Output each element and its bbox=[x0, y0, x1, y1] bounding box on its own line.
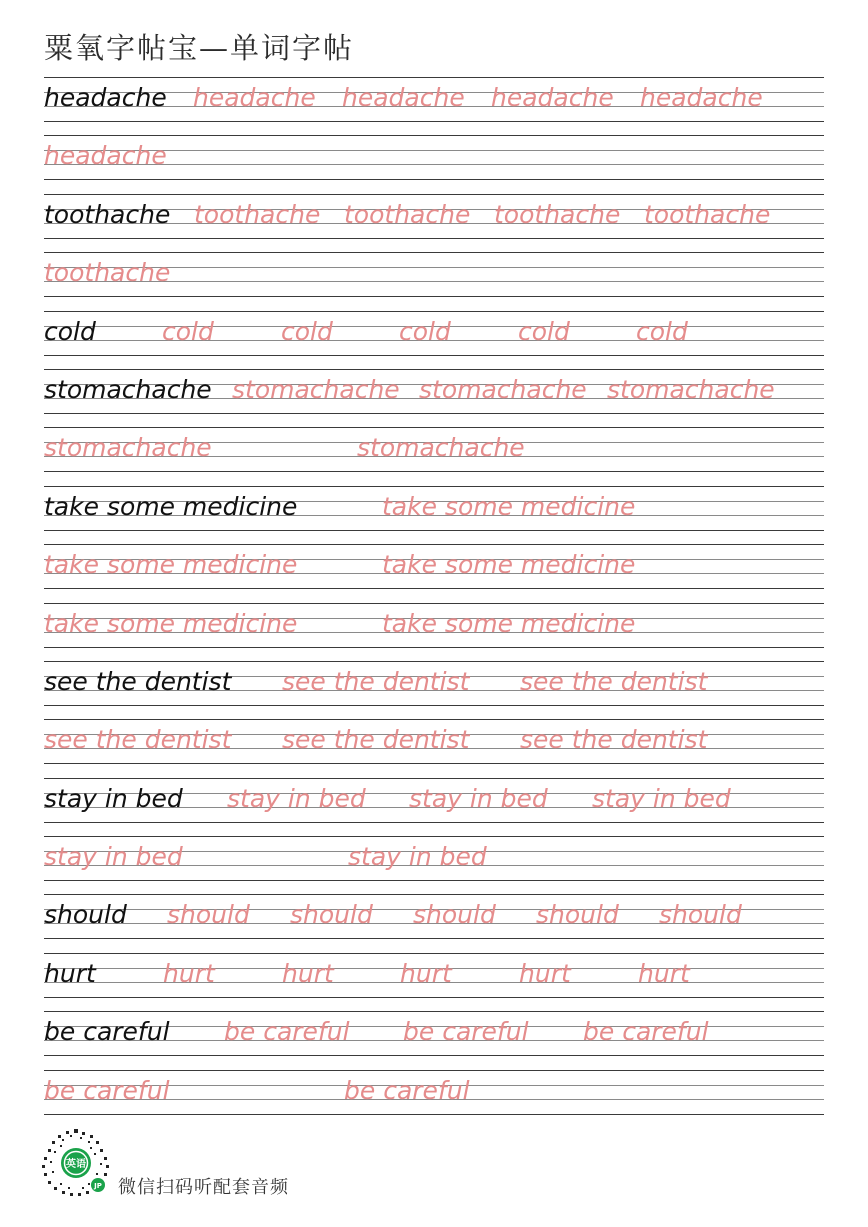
trace-word: headache bbox=[44, 141, 167, 171]
trace-word: stay in bed bbox=[592, 783, 731, 813]
trace-word: should bbox=[659, 900, 742, 930]
trace-word: stay in bed bbox=[348, 842, 487, 872]
trace-word: toothache bbox=[494, 199, 621, 229]
qr-corner-badge: JP bbox=[94, 1182, 102, 1190]
trace-word: be careful bbox=[344, 1075, 470, 1105]
practice-row bbox=[44, 427, 824, 485]
model-word: take some medicine bbox=[44, 491, 298, 521]
practice-row bbox=[44, 194, 824, 252]
trace-word: cold bbox=[281, 316, 333, 346]
trace-word: toothache bbox=[44, 258, 171, 288]
trace-word: be careful bbox=[44, 1075, 170, 1105]
model-word: be careful bbox=[44, 1017, 170, 1047]
practice-row bbox=[44, 311, 824, 369]
practice-row bbox=[44, 778, 824, 836]
trace-word: stay in bed bbox=[44, 842, 183, 872]
trace-word: hurt bbox=[638, 958, 690, 988]
practice-row bbox=[44, 544, 824, 602]
model-word: headache bbox=[44, 83, 167, 112]
trace-word: take some medicine bbox=[44, 608, 298, 638]
trace-word: headache bbox=[193, 83, 316, 112]
practice-row bbox=[44, 894, 824, 952]
practice-row bbox=[44, 661, 824, 719]
page-title: 粟氧字帖宝—单词字帖 bbox=[44, 31, 355, 65]
trace-word: hurt bbox=[519, 958, 571, 988]
model-word: hurt bbox=[44, 958, 96, 988]
trace-word: cold bbox=[162, 316, 214, 346]
trace-word: take some medicine bbox=[382, 550, 636, 580]
trace-word: see the dentist bbox=[520, 725, 708, 755]
practice-row bbox=[44, 836, 824, 894]
model-word: toothache bbox=[44, 199, 171, 229]
trace-word: stomachache bbox=[607, 374, 775, 404]
trace-word: see the dentist bbox=[44, 725, 232, 755]
trace-word: stomachache bbox=[357, 433, 525, 463]
qr-code[interactable] bbox=[40, 1127, 112, 1199]
trace-word: stomachache bbox=[232, 374, 400, 404]
practice-row bbox=[44, 1011, 824, 1069]
practice-row bbox=[44, 1070, 824, 1128]
model-word: stomachache bbox=[44, 374, 212, 404]
trace-word: hurt bbox=[163, 958, 215, 988]
trace-word: stay in bed bbox=[227, 783, 366, 813]
practice-row bbox=[44, 77, 824, 135]
practice-sheet bbox=[44, 77, 824, 1128]
practice-row bbox=[44, 953, 824, 1011]
trace-word: hurt bbox=[400, 958, 452, 988]
trace-word: should bbox=[167, 900, 250, 930]
model-word: see the dentist bbox=[44, 666, 232, 696]
trace-word: see the dentist bbox=[282, 725, 470, 755]
trace-word: see the dentist bbox=[520, 666, 708, 696]
model-word: should bbox=[44, 900, 127, 930]
practice-row bbox=[44, 603, 824, 661]
trace-word: cold bbox=[399, 316, 451, 346]
practice-row bbox=[44, 369, 824, 427]
trace-word: stay in bed bbox=[409, 783, 548, 813]
trace-word: toothache bbox=[194, 199, 321, 229]
trace-word: headache bbox=[640, 83, 763, 112]
trace-word: headache bbox=[342, 83, 465, 112]
trace-word: headache bbox=[491, 83, 614, 112]
trace-word: cold bbox=[518, 316, 570, 346]
trace-word: should bbox=[290, 900, 373, 930]
model-word: cold bbox=[44, 316, 96, 346]
trace-word: toothache bbox=[644, 199, 771, 229]
practice-row bbox=[44, 252, 824, 310]
practice-row bbox=[44, 486, 824, 544]
trace-word: stomachache bbox=[419, 374, 587, 404]
trace-word: should bbox=[536, 900, 619, 930]
trace-word: take some medicine bbox=[44, 550, 298, 580]
trace-word: hurt bbox=[282, 958, 334, 988]
trace-word: should bbox=[413, 900, 496, 930]
practice-row bbox=[44, 135, 824, 193]
trace-word: be careful bbox=[403, 1017, 529, 1047]
trace-word: be careful bbox=[583, 1017, 709, 1047]
model-word: stay in bed bbox=[44, 783, 183, 813]
trace-word: take some medicine bbox=[382, 608, 636, 638]
trace-word: stomachache bbox=[44, 433, 212, 463]
trace-word: see the dentist bbox=[282, 666, 470, 696]
trace-word: be careful bbox=[224, 1017, 350, 1047]
footer-text: 微信扫码听配套音频 bbox=[118, 1177, 289, 1198]
practice-row bbox=[44, 719, 824, 777]
trace-word: cold bbox=[636, 316, 688, 346]
footer bbox=[40, 1127, 440, 1199]
qr-badge-text: 英语 bbox=[66, 1159, 86, 1170]
trace-word: toothache bbox=[344, 199, 471, 229]
trace-word: take some medicine bbox=[382, 491, 636, 521]
